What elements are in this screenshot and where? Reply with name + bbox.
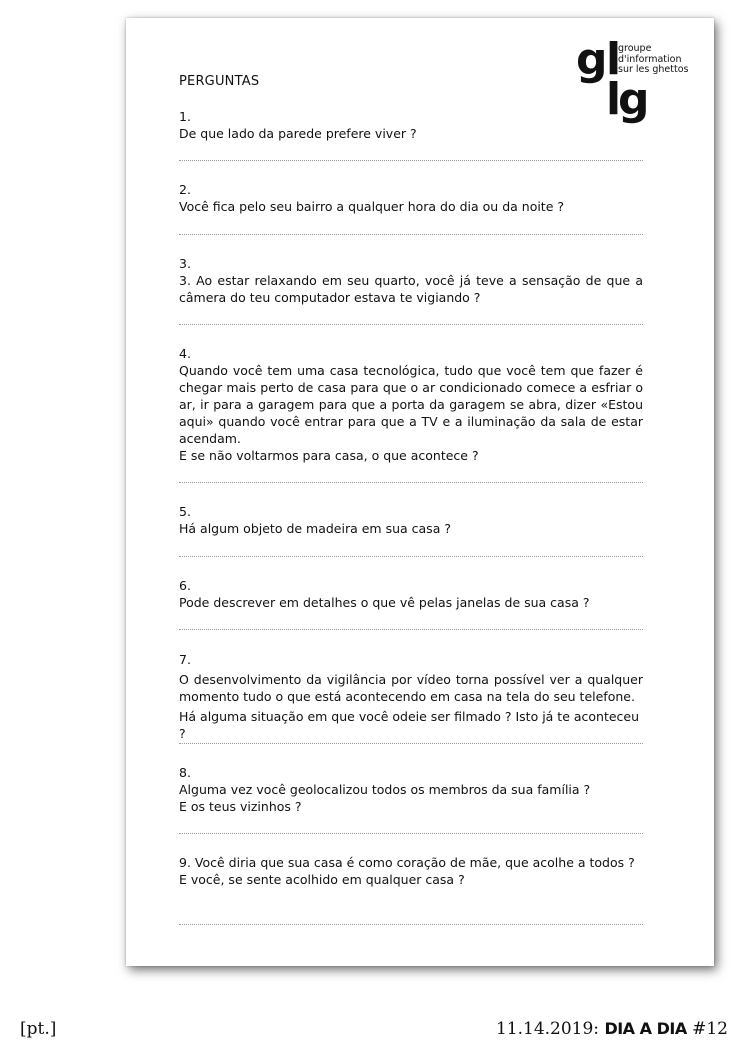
question-text: Quando você tem uma casa tecnológica, tudo que você tem que fazer é chegar mais perto de casa para que o ar condicionado comece a esfriar o ar, ir para a garagem para que a porta da garagem se abra, dizer «Estou aqui» quando você entrar para que a TV e a iluminação da sala de estar acendam. bbox=[179, 363, 643, 446]
logo-letter-l-bottom: l bbox=[606, 74, 622, 125]
question-6 bbox=[179, 577, 643, 611]
question-number: 2. bbox=[179, 182, 191, 197]
question-number: 6. bbox=[179, 578, 191, 593]
page-title: PERGUNTAS bbox=[179, 74, 260, 89]
question-number: 1. bbox=[179, 109, 191, 124]
language-tag: [pt.] bbox=[20, 1019, 57, 1039]
answer-line bbox=[179, 160, 643, 161]
questionnaire-page bbox=[126, 18, 714, 966]
question-8 bbox=[179, 764, 643, 815]
footer-issue bbox=[496, 1019, 728, 1039]
question-text: E você, se sente acolhido em qualquer casa ? bbox=[179, 872, 465, 887]
answer-line bbox=[179, 743, 643, 744]
footer-date: 11.14.2019: bbox=[495, 1019, 600, 1039]
question-number: 4. bbox=[179, 346, 191, 361]
question-7 bbox=[179, 651, 643, 742]
footer-series: DIA A DIA bbox=[604, 1019, 687, 1038]
answer-line bbox=[179, 629, 643, 630]
answer-line bbox=[179, 556, 643, 557]
question-text: E os teus vizinhos ? bbox=[179, 799, 302, 814]
question-text: 3. Ao estar relaxando em seu quarto, você já teve a sensação de que a câmera do teu computador estava te vigiando ? bbox=[179, 273, 643, 305]
question-number: 5. bbox=[179, 504, 191, 519]
question-text: De que lado da parede prefere viver ? bbox=[179, 126, 417, 141]
question-1 bbox=[179, 108, 643, 142]
question-text: E se não voltarmos para casa, o que acontece ? bbox=[179, 448, 479, 463]
question-4 bbox=[179, 345, 643, 464]
question-number: 8. bbox=[179, 765, 191, 780]
answer-line bbox=[179, 833, 643, 834]
question-2 bbox=[179, 181, 643, 215]
question-number: 3. bbox=[179, 256, 191, 271]
answer-line bbox=[179, 324, 643, 325]
logo-letter-g-bottom: g bbox=[618, 74, 650, 125]
logo-line: groupe bbox=[618, 43, 652, 54]
question-3 bbox=[179, 255, 643, 306]
answer-line bbox=[179, 234, 643, 235]
logo-letter-l-top: l bbox=[606, 34, 622, 85]
logo-letter-g-top: g bbox=[576, 34, 608, 85]
footer-issue-number: #12 bbox=[692, 1019, 728, 1039]
question-text: O desenvolvimento da vigilância por vídeo torna possível ver a qualquer momento tudo o que está acontecendo em casa na tela do seu telefone. bbox=[179, 672, 643, 704]
answer-line bbox=[179, 482, 643, 483]
logo-wordmark bbox=[618, 44, 688, 76]
logo-line: sur les ghettos bbox=[618, 64, 689, 75]
question-text: Há algum objeto de madeira em sua casa ? bbox=[179, 521, 451, 536]
question-number: 7. bbox=[179, 652, 191, 667]
answer-line bbox=[179, 924, 643, 925]
question-text: Alguma vez você geolocalizou todos os membros da sua família ? bbox=[179, 782, 591, 797]
question-5 bbox=[179, 503, 643, 537]
question-text: Pode descrever em detalhes o que vê pelas janelas de sua casa ? bbox=[179, 595, 590, 610]
logo-line: d'information bbox=[618, 53, 682, 65]
question-text: Você fica pelo seu bairro a qualquer hora do dia ou da noite ? bbox=[179, 199, 565, 214]
question-9 bbox=[179, 854, 643, 888]
question-text: Há alguma situação em que você odeie ser filmado ? Isto já te aconteceu ? bbox=[179, 709, 640, 741]
question-text: 9. Você diria que sua casa é como coração de mãe, que acolhe a todos ? bbox=[179, 855, 635, 870]
